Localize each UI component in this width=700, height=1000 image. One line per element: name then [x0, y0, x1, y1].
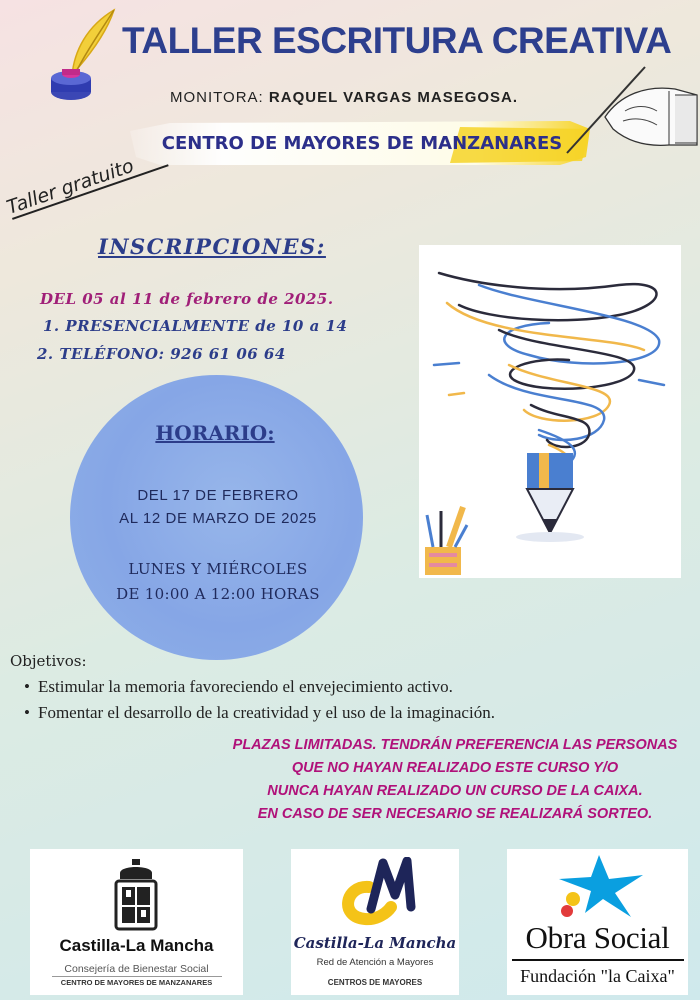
objectives-heading: Objetivos: [10, 652, 87, 670]
caixa-name: Obra Social [525, 920, 670, 955]
notice-line: QUE NO HAYAN REALIZADO ESTE CURSO Y/O [291, 760, 619, 776]
free-workshop-badge: Taller gratuito [4, 154, 137, 219]
caixa-foundation: Fundación "la Caixa" [520, 966, 675, 986]
objective-text: Estimular la memoria favoreciendo el envejecimiento activo. [38, 677, 453, 696]
notice-line: EN CASO DE SER NECESARIO SE REALIZARÁ SORTEO. [257, 806, 653, 822]
page-title: TALLER ESCRITURA CREATIVA [122, 20, 672, 61]
bullet-icon: • [24, 703, 30, 722]
caixa-divider [512, 959, 684, 961]
schedule-from: DEL 17 DE FEBRERO [137, 487, 299, 504]
caixa-star-logo [551, 853, 647, 921]
clm-name: Castilla-La Mancha [59, 936, 214, 955]
objective-item [24, 677, 453, 697]
cm-logo-card [291, 849, 459, 995]
cm-name: Castilla-La Mancha [293, 934, 457, 952]
schedule-heading: HORARIO: [155, 421, 275, 445]
bullet-icon: • [24, 677, 30, 696]
pencil-icon [516, 453, 584, 542]
inscription-dates: DEL 05 al 11 de febrero de 2025. [40, 290, 334, 308]
tornado-svg [419, 245, 681, 578]
schedule-days: LUNES Y MIÉRCOLES [128, 560, 308, 578]
instructor-line [170, 89, 600, 106]
pencil-cup-icon [425, 507, 467, 575]
inscriptions-heading: INSCRIPCIONES: [98, 234, 326, 259]
inscription-in-person: 1. PRESENCIALMENTE de 10 a 14 [43, 317, 348, 335]
cm-subtitle: Red de Atención a Mayores [316, 957, 434, 968]
objective-item [24, 703, 495, 723]
schedule-hours: DE 10:00 A 12:00 HORAS [116, 585, 320, 603]
instructor-name: RAQUEL VARGAS MASEGOSA. [268, 89, 519, 106]
tornado-pencil-illustration [419, 245, 681, 578]
clm-divider [52, 976, 222, 977]
writing-hand-icon [565, 55, 700, 160]
instructor-label: MONITORA: [170, 89, 264, 106]
clm-coat-of-arms [112, 859, 160, 933]
notice-line: PLAZAS LIMITADAS. TENDRÁN PREFERENCIA LAS PERSONAS [232, 737, 678, 753]
cm-logo-mark [335, 857, 417, 931]
cm-centers: CENTROS DE MAYORES [327, 978, 423, 987]
notice-line: NUNCA HAYAN REALIZADO UN CURSO DE LA CAIXA. [267, 783, 643, 799]
center-name: CENTRO DE MAYORES DE MANZANARES [161, 133, 563, 154]
inscription-phone: 2. TELÉFONO: 926 61 06 64 [37, 345, 286, 363]
clm-center: CENTRO DE MAYORES DE MANZANARES [60, 978, 213, 987]
objective-text: Fomentar el desarrollo de la creatividad y el uso de la imaginación. [38, 703, 495, 722]
clm-subtitle: Consejería de Bienestar Social [64, 963, 209, 975]
ink-quill-icon [42, 6, 122, 102]
schedule-to: AL 12 DE MARZO DE 2025 [119, 510, 317, 527]
